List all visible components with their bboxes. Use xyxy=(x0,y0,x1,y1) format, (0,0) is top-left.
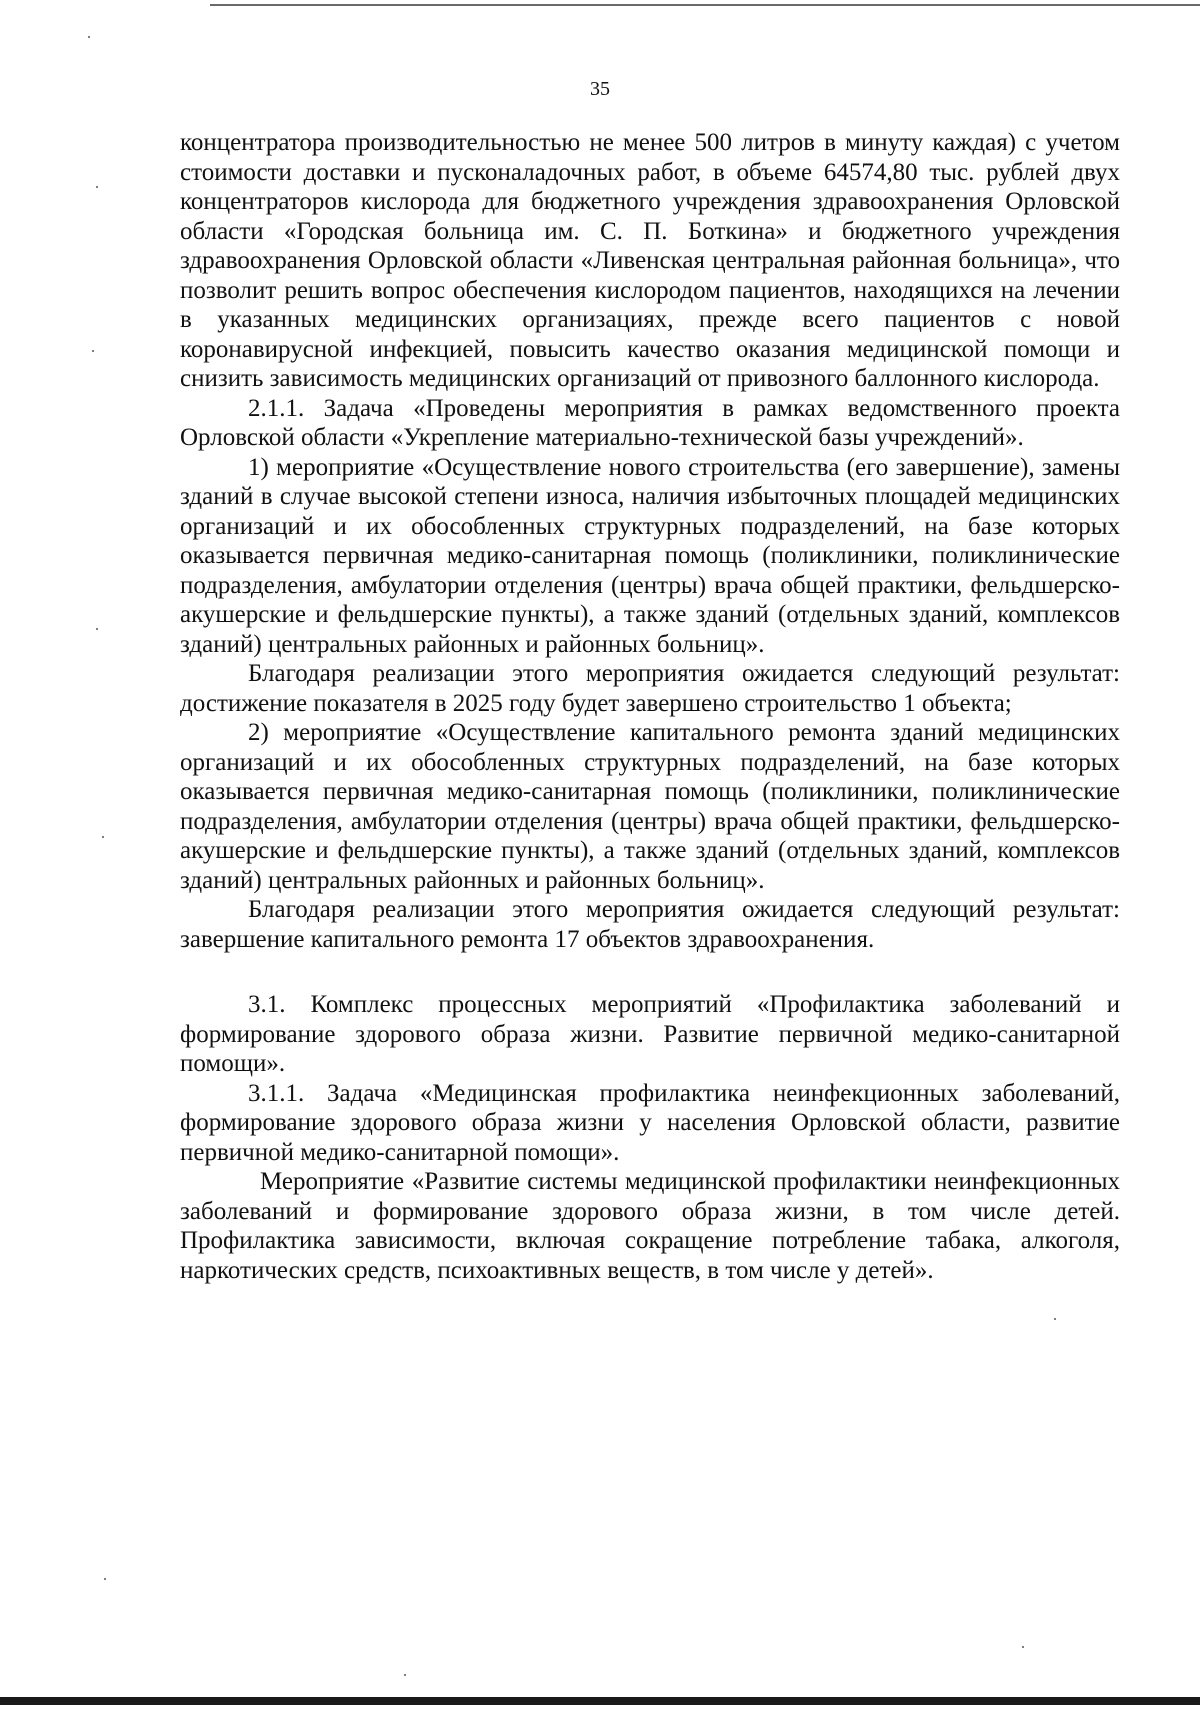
scan-speck xyxy=(1054,1318,1056,1320)
scan-speck xyxy=(102,836,104,838)
scan-speck xyxy=(96,186,98,188)
paragraph-measure-capital-repair: 2) мероприятие «Осуществление капитального ремонта зданий медицинских организаций и их обособленных структурных подразделений, на базе которых оказывается первичная медико-санитарная помощь (поликлиники, поликлинические подразделения, амбулатории отделения (центры) врача общей практики, фельдшерско-акушерские и фельдшерские пункты), а также зданий (отдельных зданий, комплексов зданий) центральных районных и районных больниц». xyxy=(180,719,1120,894)
document-body xyxy=(180,128,1120,1285)
scan-speck xyxy=(404,1674,406,1676)
paragraph-task-3-1-1: 3.1.1. Задача «Медицинская профилактика неинфекционных заболеваний, формирование здорового образа жизни у населения Орловской области, развитие первичной медико-санитарной помощи». xyxy=(180,1079,1120,1166)
paragraph-measure-construction: 1) мероприятие «Осуществление нового строительства (его завершение), замены зданий в случае высокой степени износа, наличия избыточных площадей медицинских организаций и их обособленных структурных подразделений, на базе которых оказывается первичная медико-санитарная помощь (поликлиники, поликлинические подразделения, амбулатории отделения (центры) врача общей практики, фельдшерско-акушерские и фельдшерские пункты), а также зданий (отдельных зданий, комплексов зданий) центральных районных и районных больниц». xyxy=(180,453,1120,658)
scan-speck xyxy=(104,1578,106,1580)
paragraph-result-capital-repair: Благодаря реализации этого мероприятия ожидается следующий результат: завершение капитального ремонта 17 объектов здравоохранения. xyxy=(180,896,1120,953)
paragraph-complex-3-1: 3.1. Комплекс процессных мероприятий «Профилактика заболеваний и формирование здорового образа жизни. Развитие первичной медико-санитарной помощи». xyxy=(180,991,1120,1077)
paragraph-measure-prevention: Мероприятие «Развитие системы медицинской профилактики неинфекционных заболеваний и формирование здорового образа жизни, в том числе детей. Профилактика зависимости, включая сокращение потребление табака, алкоголя, наркотических средств, психоактивных веществ, в том числе у детей». xyxy=(180,1168,1120,1284)
scan-edge-bottom xyxy=(0,1697,1200,1705)
page-number: 35 xyxy=(590,78,610,100)
scan-speck xyxy=(92,350,94,352)
paragraph-task-2-1-1: 2.1.1. Задача «Проведены мероприятия в рамках ведомственного проекта Орловской области «Укрепление материально-технической базы учреждений». xyxy=(180,394,1120,451)
paragraph-result-construction: Благодаря реализации этого мероприятия ожидается следующий результат: достижение показателя в 2025 году будет завершено строительство 1 объекта; xyxy=(180,660,1120,717)
scan-speck xyxy=(96,628,98,630)
scan-edge-top xyxy=(210,4,1200,6)
scan-speck xyxy=(88,36,90,38)
paragraph-oxygen-concentrators: концентратора производительностью не менее 500 литров в минуту каждая) с учетом стоимости доставки и пусконаладочных работ, в объеме 64574,80 тыс. рублей двух концентраторов кислорода для бюджетного учреждения здравоохранения Орловской области «Городская больница им. С. П. Боткина» и бюджетного учреждения здравоохранения Орловской области «Ливенская центральная районная больница», что позволит решить вопрос обеспечения кислородом пациентов, находящихся на лечении в указанных медицинских организациях, прежде всего пациентов с новой коронавирусной инфекцией, повысить качество оказания медицинской помощи и снизить зависимость медицинских организаций от привозного баллонного кислорода. xyxy=(180,129,1120,392)
scan-speck xyxy=(1022,1646,1024,1648)
